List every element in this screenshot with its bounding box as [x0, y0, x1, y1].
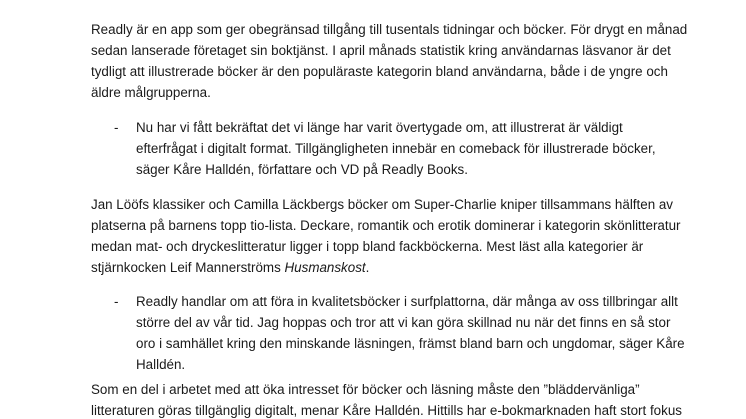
paragraph-intro [91, 19, 688, 103]
text-line: Jan Lööfs klassiker och Camilla Läckbergs böcker om Super-Charlie kniper tillsammans hälften av [91, 197, 674, 212]
text-line: Som en del i arbetet med att öka intresset för böcker och läsning måste den ”bläddervänliga” [91, 382, 640, 397]
text-line: efterfrågat i digitalt format. Tillgängligheten innebär en comeback för illustrerade böcker, [136, 141, 656, 156]
text-line: större del av vår tid. Jag hoppas och tror att vi kan göra skillnad nu när det finns en så stor [136, 315, 671, 330]
book-title: Husmanskost [284, 260, 366, 275]
bullet-dash: - [114, 294, 119, 309]
text-line [91, 257, 681, 278]
text-line: Readly handlar om att föra in kvalitetsböcker i surfplattorna, där många av oss tillbringar allt [136, 294, 678, 309]
text-run: . [365, 260, 370, 275]
text-line: Halldén. [136, 357, 186, 372]
paragraph-digital [91, 379, 681, 419]
text-run: stjärnkocken Leif Mannerströms [91, 260, 285, 275]
text-line: Readly är en app som ger obegränsad tillgång till tusentals tidningar och böcker. För drygt en månad [91, 22, 688, 37]
text-line: oro i samhället kring den minskande läsningen, främst bland barn och ungdomar, säger Kåre [136, 336, 685, 351]
quote-block-2 [0, 291, 746, 375]
text-line: säger Kåre Halldén, författare och VD på Readly Books. [136, 162, 468, 177]
text-line: sedan lanserade företaget sin boktjänst. I april månads statistik kring användarnas läsvanor är det [91, 43, 671, 58]
text-line: platserna på barnens topp tio-lista. Deckare, romantik och erotik dominerar i kategorin skönlitteratur [91, 218, 681, 233]
quote-text [136, 291, 685, 375]
quote-text [136, 117, 676, 180]
text-line: tydligt att illustrerade böcker är den populäraste kategorin bland användarna, både i de yngre och [91, 64, 668, 79]
text-line: Nu har vi fått bekräftat det vi länge har varit övertygade om, att illustrerat är väldigt [136, 120, 623, 135]
text-line: medan mat- och dryckeslitteratur ligger i topp bland fackböckerna. Mest läst alla kategorier är [91, 239, 644, 254]
paragraph-toplist [91, 194, 681, 278]
text-line: litteraturen göras tillgänglig digitalt, menar Kåre Halldén. Hittills har e-bokmarknaden haft stort fokus [91, 403, 682, 418]
quote-block-1 [0, 117, 746, 180]
bullet-dash: - [114, 120, 119, 135]
text-line: äldre målgrupperna. [91, 85, 211, 100]
